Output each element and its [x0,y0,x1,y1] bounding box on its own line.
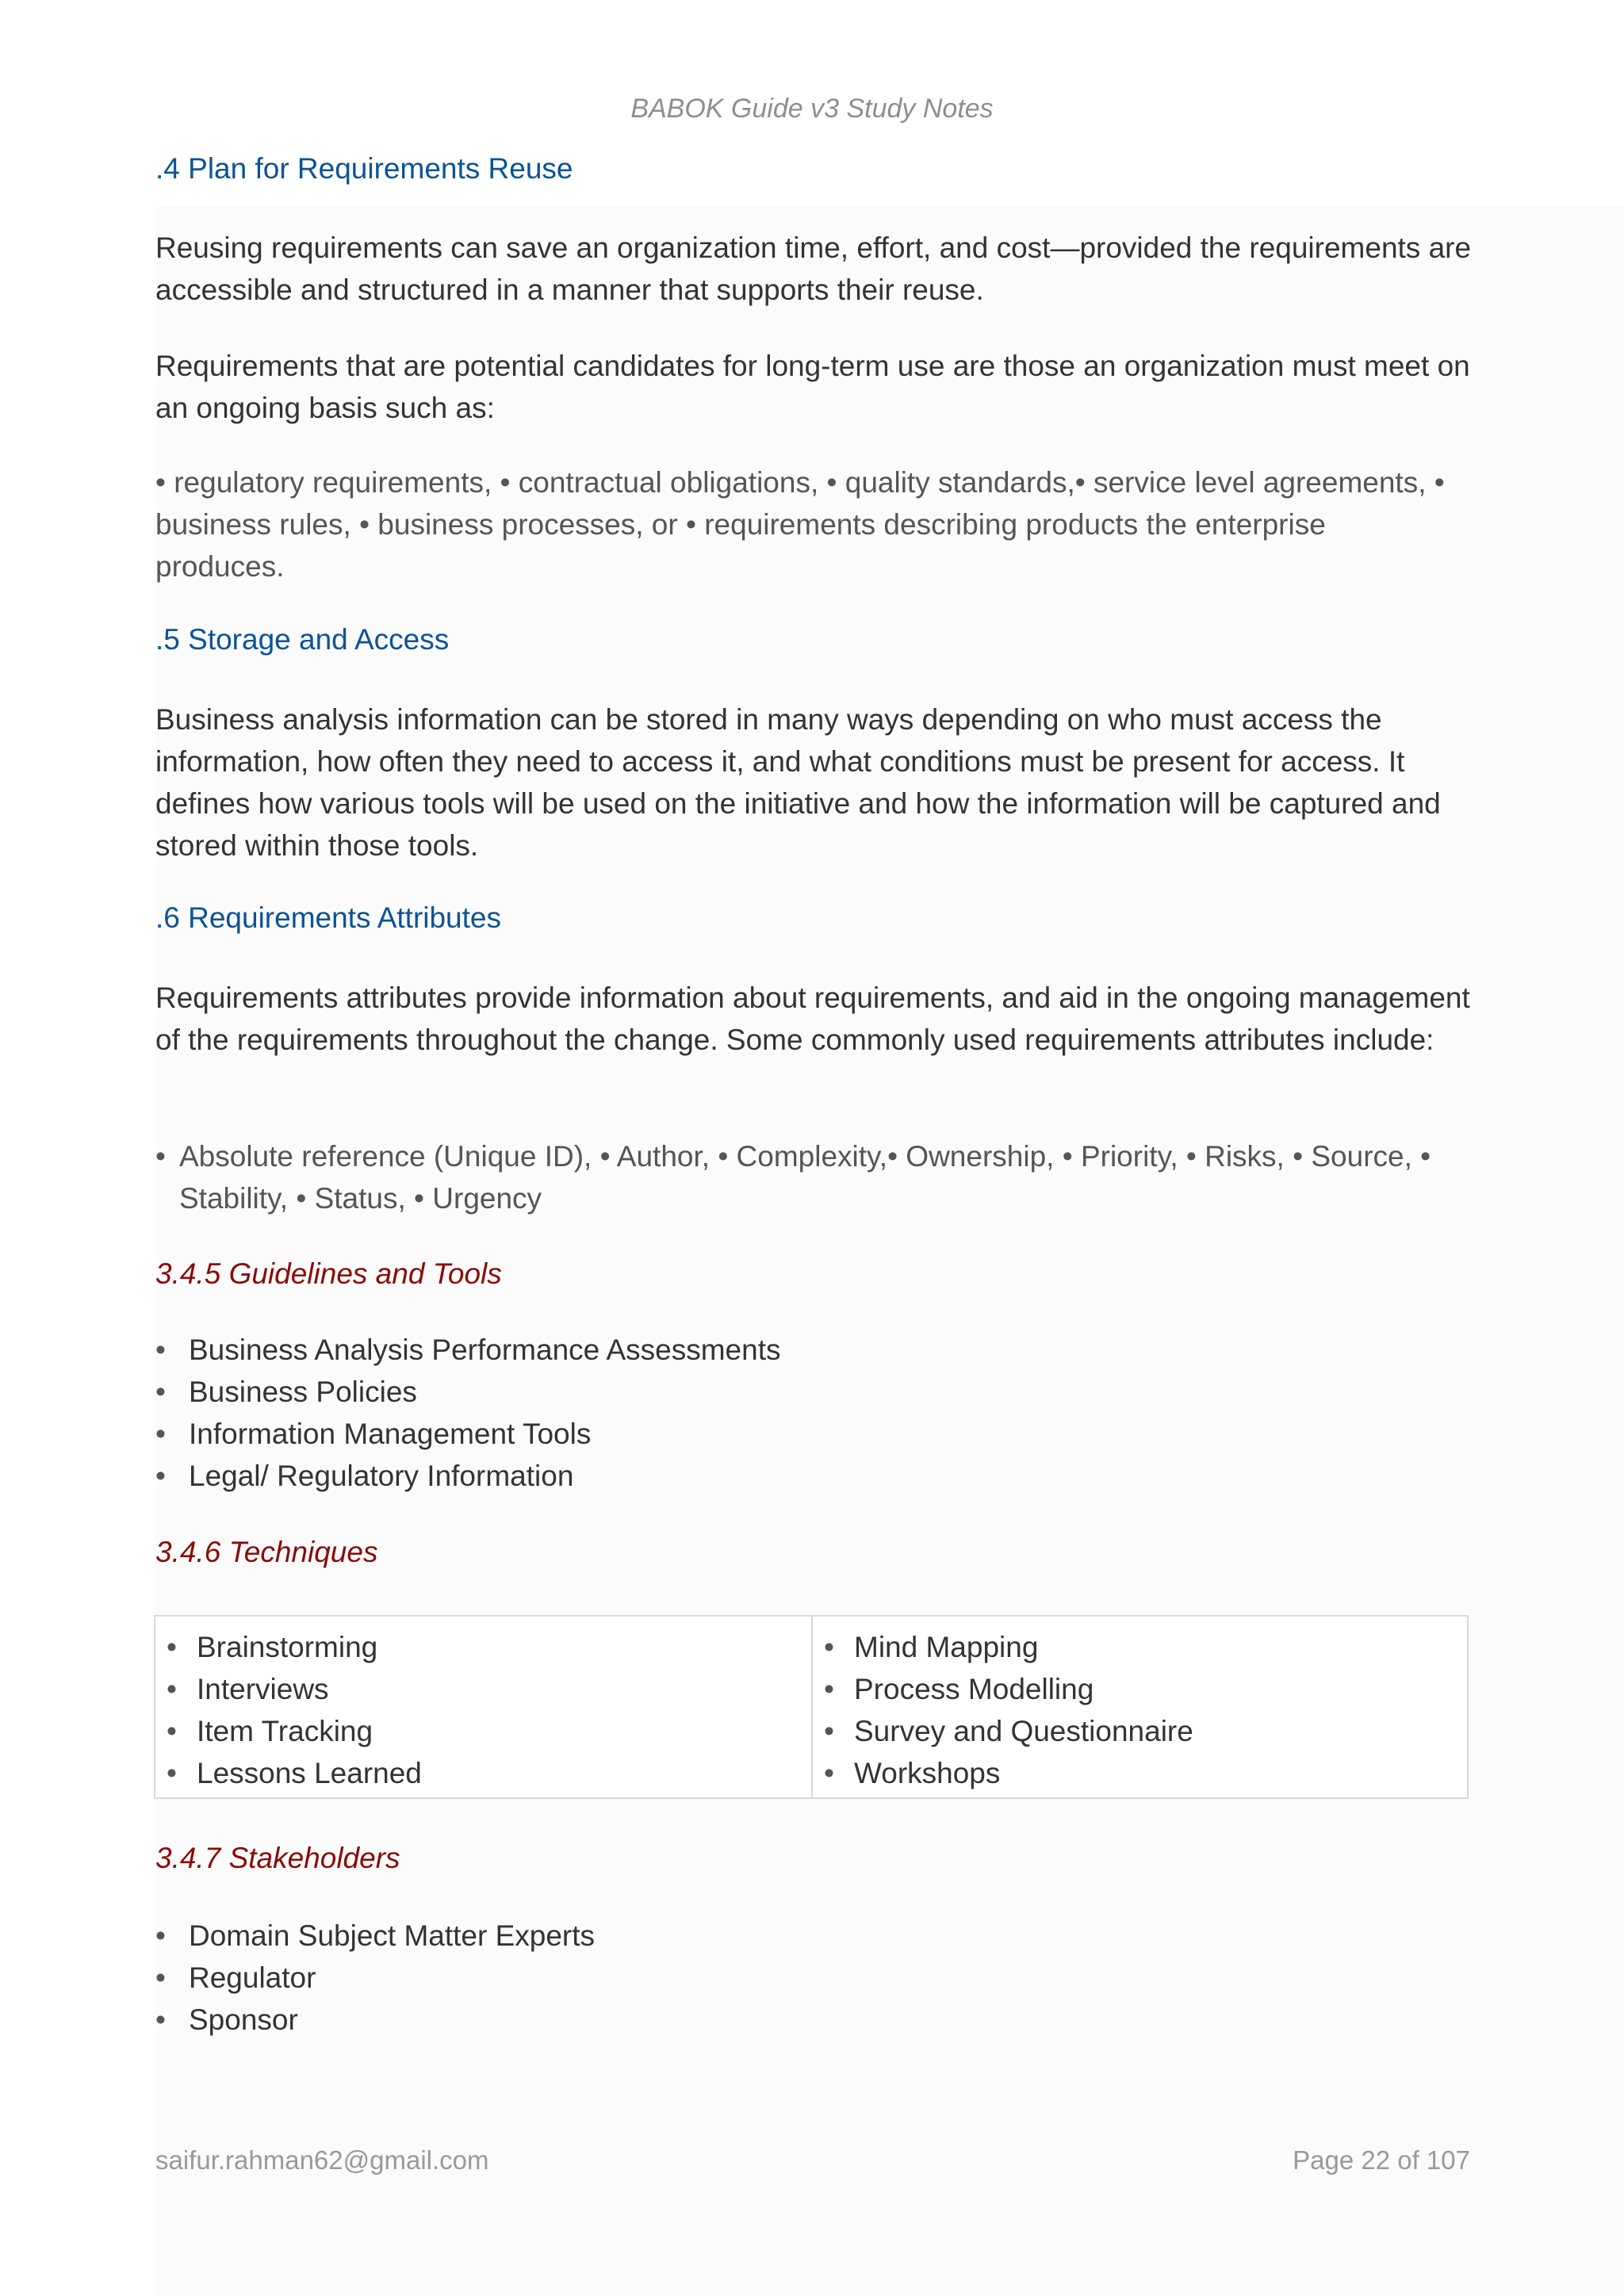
bullet-icon: • [155,1140,166,1173]
bullet-icon: • [167,1757,177,1789]
reuse-candidates-list: • regulatory requirements, • contractual obligations, • quality standards,• service level agreements, • business rules, • business processes, or • requirements describing products the enterprise produces. [155,466,1445,583]
list-item: • Sponsor [155,1999,595,2041]
bullet-icon: • [155,1376,166,1408]
list-item: • Domain Subject Matter Experts [155,1915,595,1957]
list-item: • Interviews [165,1668,811,1710]
attributes-paragraph: Requirements attributes provide information about requirements, and aid in the ongoing management of the requirements throughout the change. Some commonly used requirements attributes include: [155,982,1470,1056]
heading-requirements-reuse: .4 Plan for Requirements Reuse [155,152,573,185]
heading-storage-access: .5 Storage and Access [155,623,450,656]
bullet-icon: • [167,1631,177,1663]
attributes-list-text: Absolute reference (Unique ID), • Author, • Complexity,• Ownership, • Priority, • Risks, • Source, • Stability, • Status, • Urgency [179,1140,1431,1215]
heading-requirements-attributes: .6 Requirements Attributes [155,901,501,934]
bullet-icon: • [167,1673,177,1705]
footer-email: saifur.rahman62@gmail.com [155,2145,489,2175]
list-item: • Process Modelling [822,1668,1467,1710]
list-item: • Regulator [155,1957,595,1999]
list-item: • Legal/ Regulatory Information [155,1455,781,1497]
list-item: • Item Tracking [165,1710,811,1752]
storage-paragraph: Business analysis information can be stored in many ways depending on who must access the information, how often they need to access it, and what conditions must be present for access. It defines how various tools will be used on the initiative and how the information will be captured and stored within those tools. [155,703,1441,862]
list-item: • Information Management Tools [155,1413,781,1455]
list-item: • Mind Mapping [822,1626,1467,1668]
guidelines-list [155,1329,781,1497]
techniques-left-column [155,1617,811,1797]
heading-techniques: 3.4.6 Techniques [155,1536,378,1568]
bullet-icon: • [824,1631,834,1663]
bullet-icon: • [155,2003,166,2036]
heading-guidelines-tools: 3.4.5 Guidelines and Tools [155,1257,502,1290]
list-item: • Business Policies [155,1371,781,1413]
list-item: • Workshops [822,1752,1467,1794]
bullet-icon: • [155,1961,166,1994]
bullet-icon: • [155,1919,166,1952]
bullet-icon: • [167,1715,177,1747]
running-header: BABOK Guide v3 Study Notes [630,94,994,124]
list-item: • Business Analysis Performance Assessments [155,1329,781,1371]
bullet-icon: • [155,1334,166,1366]
techniques-table [154,1615,1469,1799]
heading-stakeholders: 3.4.7 Stakeholders [155,1842,400,1874]
attributes-list [155,1135,1480,1219]
bullet-icon: • [155,1418,166,1450]
bullet-icon: • [824,1715,834,1747]
list-item: • Brainstorming [165,1626,811,1668]
bullet-icon: • [824,1673,834,1705]
techniques-right-column [811,1617,1467,1797]
bullet-icon: • [155,1460,166,1492]
reuse-paragraph-2: Requirements that are potential candidates for long-term use are those an organization must meet on an ongoing basis such as: [155,350,1470,424]
list-item: • Lessons Learned [165,1752,811,1794]
bullet-icon: • [824,1757,834,1789]
footer-page-number: Page 22 of 107 [1293,2145,1470,2175]
reuse-paragraph-1: Reusing requirements can save an organization time, effort, and cost—provided the requirements are accessible and structured in a manner that supports their reuse. [155,232,1472,306]
stakeholders-list [155,1915,595,2041]
list-item: • Survey and Questionnaire [822,1710,1467,1752]
